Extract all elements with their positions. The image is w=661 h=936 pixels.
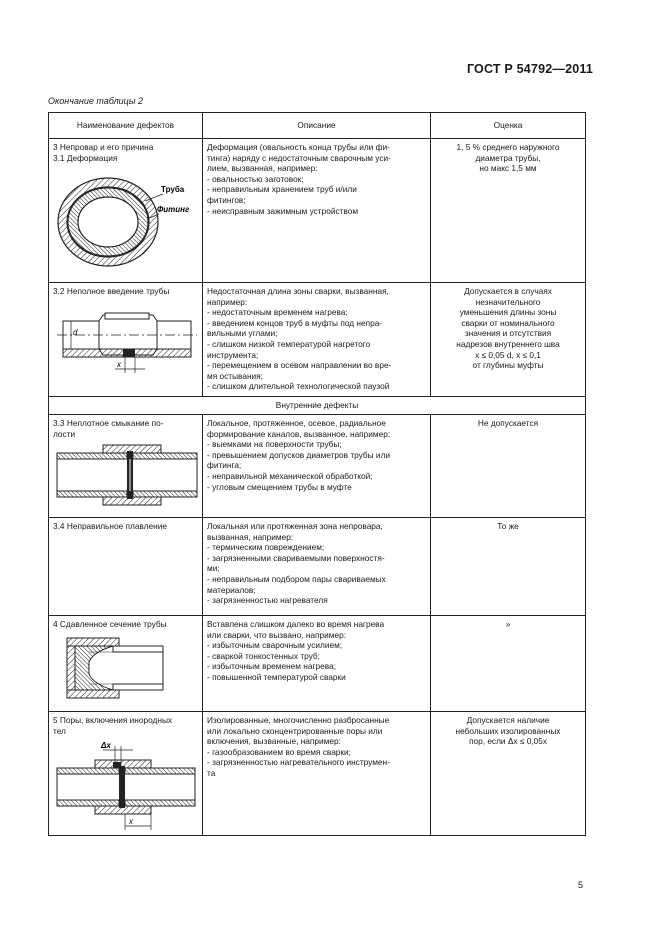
description-line: включения, вызванные, например: (207, 736, 341, 747)
description-line: фитингов; (207, 194, 246, 205)
pores-inclusions-figure (53, 740, 199, 832)
evaluation-line: 1, 5 % среднего наружного (456, 142, 560, 152)
description-line: - овальностью заготовок; (207, 173, 304, 184)
collapsed-section-figure (53, 634, 199, 702)
defect-name-cell (49, 616, 203, 712)
evaluation-cell (431, 616, 586, 712)
page-number: 5 (577, 880, 583, 890)
description-line: Недостаточная длина зоны сварки, вызванная, (207, 286, 389, 296)
section-title: Внутренние дефекты (49, 397, 586, 415)
column-header-evaluation: Оценка (431, 113, 586, 139)
evaluation-line: Допускается наличие (466, 715, 550, 725)
evaluation-cell (431, 712, 586, 836)
evaluation-cell (431, 139, 586, 283)
defect-name-cell (49, 283, 203, 397)
description-line: - неправильным подбором пары свариваемых (207, 573, 386, 584)
description-line: тинга) наряду с недостаточным сварочным уси- (207, 152, 391, 163)
evaluation-line: от глубины муфты (472, 360, 544, 371)
defect-name-line: лости (53, 428, 76, 439)
description-line: - неправильной механической обработкой; (207, 470, 373, 481)
description-cell (203, 712, 431, 836)
deformation-figure (53, 167, 199, 271)
evaluation-line: уменьшения длины зоны (459, 307, 557, 318)
defect-name-line: 3.4 Неправильное плавление (53, 521, 167, 531)
figure-label-d: d (73, 327, 78, 337)
table-row (49, 139, 586, 283)
description-line: - введением концов труб в муфты под непра- (207, 317, 383, 328)
description-line: - выемками на поверхности трубы; (207, 439, 342, 450)
table-row (49, 712, 586, 836)
description-line: или локально сконцентрированные поры или (207, 725, 383, 736)
table-header-row (49, 113, 586, 139)
description-line: - избыточным временем нагрева; (207, 661, 336, 672)
description-cell (203, 139, 431, 283)
description-line: Локальная или протяженная зона непровара, (207, 521, 383, 531)
evaluation-line: То же (497, 521, 519, 531)
defect-name-line: 3.3 Неплотное смыкание по- (53, 418, 164, 428)
description-line: та (207, 767, 216, 778)
description-line: Вставлена слишком далеко во время нагрева (207, 619, 385, 629)
description-line: - слишком длительной технологической паузой (207, 381, 390, 392)
description-line: - газообразованием во время сварки; (207, 746, 351, 757)
table-caption: Окончание таблицы 2 (48, 96, 143, 106)
description-line: вызванная, например: (207, 531, 294, 542)
evaluation-line: надрезов внутреннего шва (456, 338, 560, 349)
evaluation-line: значения и отсутствия (464, 328, 552, 339)
defect-name-cell (49, 712, 203, 836)
description-line: - загрязненными свариваемыми поверхностя- (207, 552, 385, 563)
defects-table (48, 112, 586, 836)
description-line: - сваркой тонкостенных труб; (207, 650, 320, 661)
description-line: - слишком низкой температурой нагретого (207, 338, 371, 349)
incomplete-insertion-figure (53, 301, 199, 381)
table-row (49, 415, 586, 518)
description-line: - повышенной температурой сварки (207, 671, 346, 682)
description-line: - недостаточным временем нагрева; (207, 307, 348, 318)
evaluation-line: небольших изолированных (455, 725, 561, 736)
defect-name-line: 3.1 Деформация (53, 152, 118, 163)
defect-name-line: 4 Сдавленное сечение трубы (53, 619, 167, 629)
evaluation-line: незначительного (475, 296, 541, 307)
evaluation-line: пор, если Δx ≤ 0,05x (468, 736, 548, 747)
defect-name-cell (49, 518, 203, 616)
description-line: Изолированные, многочисленно разбросанные (207, 715, 390, 725)
description-line: мя остывания; (207, 370, 263, 381)
description-line: лием, вызванная, например: (207, 163, 318, 174)
description-line: - превышением допусков диаметров трубы или (207, 449, 391, 460)
description-line: - избыточным сварочным усилием; (207, 640, 343, 651)
evaluation-line: » (505, 619, 511, 629)
section-row (49, 397, 586, 415)
description-line: ми; (207, 563, 220, 574)
evaluation-line: x ≤ 0,05 d, x ≤ 0,1 (475, 349, 541, 360)
description-line: формирование каналов, вызванное, например: (207, 428, 391, 439)
description-line: - загрязненностью нагревателя (207, 595, 328, 606)
description-line: Деформация (овальность конца трубы или фи- (207, 142, 390, 152)
description-line: - перемещением в осевом направлении во вре- (207, 360, 392, 371)
standard-designation: ГОСТ Р 54792—2011 (466, 62, 593, 76)
description-line: - термическим повреждением; (207, 542, 325, 553)
description-line: - угловым смещением трубы в муфте (207, 481, 352, 492)
evaluation-cell (431, 283, 586, 397)
defect-name-cell (49, 415, 203, 518)
evaluation-line: сварки от номинального (461, 317, 555, 328)
description-line: инструмента; (207, 349, 259, 360)
defect-name-line: 5 Поры, включения инородных (53, 715, 173, 725)
description-line: фитинга; (207, 460, 242, 471)
description-line: материалов; (207, 584, 256, 595)
table-row (49, 283, 586, 397)
figure-label-fitting: Фитинг (157, 205, 190, 215)
table-row (49, 518, 586, 616)
defect-name-line: 3 Непровар и его причина (53, 142, 154, 152)
defect-name-cell (49, 139, 203, 283)
description-cell (203, 616, 431, 712)
incomplete-closure-figure (53, 443, 199, 507)
description-line: - неисправным зажимным устройством (207, 205, 359, 216)
evaluation-cell (431, 518, 586, 616)
description-cell (203, 283, 431, 397)
evaluation-cell (431, 415, 586, 518)
description-line: Локальное, протяженное, осевое, радиальное (207, 418, 386, 428)
defect-name-line: тел (53, 725, 66, 736)
defect-name-line: 3.2 Неполное введение трубы (53, 286, 170, 296)
column-header-description: Описание (203, 113, 431, 139)
description-line: или сварки, что вызвано, например: (207, 629, 347, 640)
description-line: - загрязненностью нагревательного инструмен- (207, 757, 390, 768)
table-row (49, 616, 586, 712)
evaluation-line: но макс 1,5 мм (479, 163, 537, 174)
evaluation-line: Не допускается (477, 418, 539, 428)
evaluation-line: Допускается в случаях (464, 286, 552, 296)
figure-label-pipe: Труба (161, 185, 185, 195)
description-line: например: (207, 296, 248, 307)
description-cell (203, 415, 431, 518)
column-header-name: Наименование дефектов (49, 113, 203, 139)
description-line: вильными углами; (207, 328, 278, 339)
description-cell (203, 518, 431, 616)
figure-label-x: x (129, 817, 133, 827)
description-line: - неправильным хранением труб и/или (207, 184, 357, 195)
figure-label-delta-x: Δx (101, 741, 111, 751)
evaluation-line: диаметра трубы, (475, 152, 541, 163)
figure-label-x: x (117, 359, 121, 369)
